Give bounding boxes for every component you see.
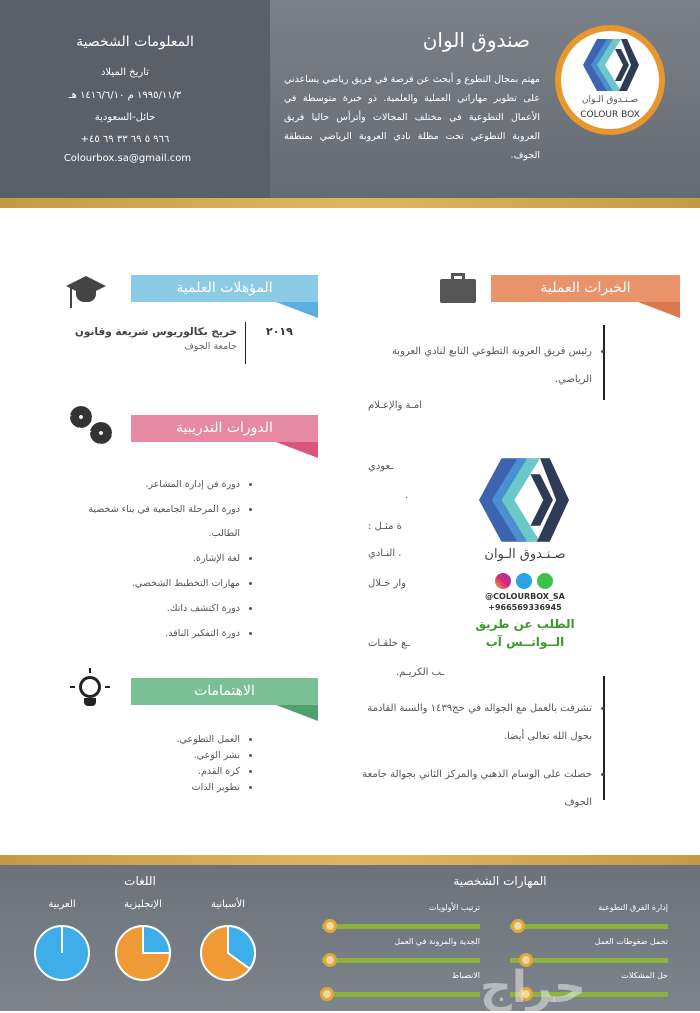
interests-title: الاهتمامات bbox=[131, 678, 318, 705]
experience-item: • تشرفت بالعمل مع الجواله في حج١٤٣٩ والسنة القادمة بحول الله تعالى أيضا. bbox=[360, 695, 592, 751]
gold-divider bbox=[0, 855, 700, 865]
experience-title: الخبرات العملية bbox=[491, 275, 680, 302]
qualifications-title: المؤهلات العلمية bbox=[131, 275, 318, 302]
qualification-year: ٢٠١٩ bbox=[266, 325, 293, 338]
ad-handle: @COLOURBOX_SA bbox=[485, 592, 565, 601]
interest-item: • كرة القدم. bbox=[60, 764, 240, 779]
briefcase-icon bbox=[440, 273, 476, 303]
skill-label: إدارة الفرق التطوعية bbox=[598, 903, 668, 912]
experience-fragment: امـة والإعـلام bbox=[368, 400, 422, 411]
experience-fragment: ة مثـل : bbox=[368, 521, 402, 532]
language-pie bbox=[33, 924, 91, 982]
ribbon-tail bbox=[276, 302, 318, 318]
skill-bar bbox=[322, 958, 480, 963]
courses-title: الدورات التدريبية bbox=[131, 415, 318, 442]
course-item: • دورة اكتشف ذاتك. bbox=[60, 597, 240, 621]
birth-date: ١٩٩٥/١١/٣ م ١٤١٦/٦/١٠ هـ bbox=[68, 90, 182, 101]
skill-bar bbox=[322, 992, 480, 997]
phone: +٩٦٦ ٥ ٦٩ ٣٣ ٦٩ ٤٥ bbox=[80, 134, 170, 145]
skill-slider-knob[interactable] bbox=[320, 987, 334, 1001]
gears-icon bbox=[70, 406, 114, 444]
interest-item: • العمل التطوعي. bbox=[60, 732, 240, 747]
skill-label: ترتيب الأولويات bbox=[428, 903, 480, 912]
watermark: حراج bbox=[480, 962, 586, 1013]
skill-bar bbox=[510, 924, 668, 929]
ad-logo-icon bbox=[476, 455, 572, 545]
skills-title: المهارات الشخصية bbox=[453, 874, 547, 888]
language-label: العربية bbox=[48, 899, 76, 910]
whatsapp-icon[interactable] bbox=[537, 573, 553, 589]
experience-item: • حصلت على الوسام الذهبي والمركز الثاني بجوالة جامعة الجوف bbox=[360, 761, 592, 817]
skill-label: تحمل ضغوطات العمل bbox=[594, 937, 668, 946]
pie-slice bbox=[143, 926, 170, 953]
experience-fragment: ـع حلقـات bbox=[368, 638, 410, 649]
course-item: • دورة فن إدارة المشاعر. bbox=[60, 473, 240, 497]
logo-hexagon-icon bbox=[583, 37, 639, 93]
language-pie bbox=[199, 924, 257, 982]
course-item: • دورة التفكير الناقد. bbox=[60, 622, 240, 646]
experience-item: • رئيس فريق العروبة التطوعي التابع لنادي العروبة الرياضي. bbox=[360, 338, 592, 394]
ad-brand: صـنـدوق الـوان bbox=[484, 547, 566, 562]
languages-title: اللغات bbox=[124, 874, 156, 888]
qualification-university: جامعة الجوف bbox=[184, 341, 237, 352]
experience-fragment: . bbox=[405, 490, 409, 501]
ad-phone: +966569336945 bbox=[488, 603, 562, 612]
skill-slider-knob[interactable] bbox=[323, 953, 337, 967]
course-item: • مهارات التخطيط الشخصي. bbox=[60, 572, 240, 596]
email[interactable]: Colourbox.sa@gmail.com bbox=[63, 153, 192, 164]
skill-label: حل المشكلات bbox=[621, 971, 668, 980]
qualification-degree: خريج بكالوريوس شريعة وقانون bbox=[74, 326, 237, 338]
ad-cta-2: الــواتــس آب bbox=[485, 635, 565, 649]
experience-list-2 bbox=[360, 695, 592, 827]
social-icons bbox=[489, 573, 559, 593]
logo-text-en: COLOUR BOX bbox=[580, 110, 640, 120]
location: حائل-السعودية bbox=[94, 112, 156, 123]
lightbulb-icon bbox=[70, 668, 110, 710]
twitter-icon[interactable] bbox=[516, 573, 532, 589]
instagram-icon[interactable] bbox=[495, 573, 511, 589]
birth-label: تاريخ الميلاد bbox=[100, 67, 150, 78]
courses-list bbox=[60, 473, 240, 647]
experience-list bbox=[360, 338, 592, 404]
ad-overlay bbox=[470, 455, 580, 655]
ad-cta-1: الطلب عن طريق bbox=[475, 617, 575, 631]
course-item: • لغة الإشارة. bbox=[60, 547, 240, 571]
skill-label: الجدية والمرونة في العمل bbox=[394, 937, 480, 946]
skill-slider-knob[interactable] bbox=[323, 919, 337, 933]
experience-fragment: ـب الكريـم. bbox=[396, 667, 445, 678]
interests-list bbox=[60, 732, 240, 796]
language-label: الإنجليزية bbox=[124, 899, 162, 910]
interest-item: • نشر الوعي. bbox=[60, 748, 240, 763]
personal-info-title: المعلومات الشخصية bbox=[76, 34, 194, 50]
experience-fragment: وار خـلال bbox=[368, 578, 406, 589]
qualification-divider bbox=[245, 322, 246, 364]
ribbon-tail bbox=[276, 705, 318, 721]
graduation-cap-icon bbox=[66, 276, 106, 312]
logo bbox=[555, 25, 665, 135]
language-label: الأسبانية bbox=[210, 899, 246, 910]
ribbon-tail bbox=[276, 442, 318, 458]
skill-label: الانضباط bbox=[451, 971, 480, 980]
experience-fragment: . النـادي bbox=[368, 548, 402, 559]
skill-bar bbox=[322, 924, 480, 929]
ribbon-tail bbox=[638, 302, 680, 318]
bio: مهتم بمجال التطوع و أبحث عن فرصة في فريق رياضي يساعدني على تطوير مهاراتي العملية والعلمية. ذو خبرة متوسطة في الأعمال التطوعية في مختلف المجالات وأترأس حاليا فريق العروبة التطوعي تحت مظلة نادي العروبة الرياضي بمنطقة الجوف. bbox=[284, 74, 540, 161]
course-item: • دورة المرحلة الجامعية في بناء شخصية الطالب. bbox=[60, 498, 240, 546]
name-title: صندوق الوان bbox=[422, 28, 530, 52]
gold-divider bbox=[0, 198, 700, 208]
language-pie bbox=[114, 924, 172, 982]
experience-fragment: ـعودي bbox=[368, 461, 394, 472]
logo-text-ar: صـنـدوق الـوان bbox=[581, 95, 639, 105]
skill-slider-knob[interactable] bbox=[511, 919, 525, 933]
interest-item: • تطوير الذات bbox=[60, 780, 240, 795]
